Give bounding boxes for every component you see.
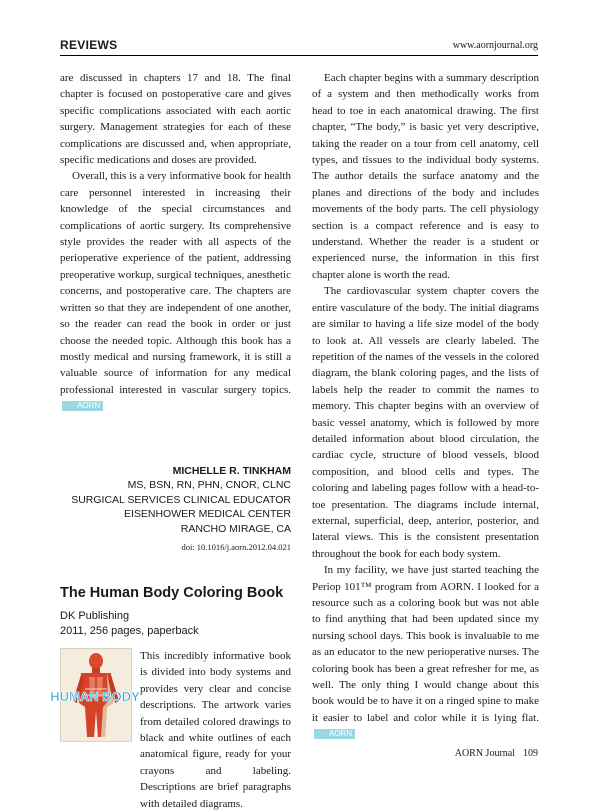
page-number: 109: [523, 748, 538, 759]
review-doi[interactable]: doi: 10.1016/j.aorn.2012.04.021: [181, 542, 291, 552]
right-column: [312, 70, 539, 743]
reviewer-title: SURGICAL SERVICES CLINICAL EDUCATOR: [71, 494, 291, 506]
aorn-end-badge: AORN: [62, 401, 103, 411]
book-details: 2011, 256 pages, paperback: [60, 625, 199, 637]
right-paragraph-3: [312, 562, 539, 742]
anatomy-figure-icon: [50, 649, 140, 741]
cover-title: HUMAN BODY: [50, 689, 140, 704]
book-title: The Human Body Coloring Book: [60, 585, 284, 601]
reviewer-name: MICHELLE R. TINKHAM: [172, 465, 291, 477]
left-paragraph-1: are discussed in chapters 17 and 18. The final chapter is focused on postoperative care and gives specific complications associated with each aortic surgery. Management strategies for each of these complications are discussed and, when appropriate, specific medications and doses are provided.: [60, 72, 291, 167]
header-rule: [60, 55, 538, 56]
reviewer-credentials: MS, BSN, RN, PHN, CNOR, CLNC: [127, 479, 291, 491]
page-footer: [455, 748, 538, 759]
left-paragraph-2: [60, 168, 291, 414]
aorn-end-badge-right: AORN: [314, 729, 355, 739]
right-paragraph-2: The cardiovascular system chapter covers the entire vasculature of the body. The initial diagrams are similar to having a life size model of the body to look at. All vessels are clearly labeled. The repetition of the names of the vessels in the colored diagram, the blank coloring pages, and the lists of labels help the reader to commit the names to memory. This chapter begins with an overview of basic vessel anatomy, which is followed by more detailed information about blood circulation, the cardiac cycle, structure of blood vessels, blood composition, and blood cells and types. The coloring and labeling pages follow with a head-to-toe presentation. The diagrams include internal, external, superficial, deep, anterior, posterior, and lateral views. This is the consistent presentation throughout the book for each body system.: [312, 285, 539, 560]
journal-url[interactable]: www.aornjournal.org: [452, 40, 538, 51]
book-publisher: DK Publishing: [60, 610, 130, 622]
right-paragraph-3-text: In my facility, we have just started teaching the Periop 101™ program from AORN. I looked for a resource such as a coloring book but was not able to find anything that had been updated since my nursing school days. This book is invaluable to me as an educator to the new perioperative nurses. The coloring book has been a great refresher for me, as well. The only thing I would change about this book would be to have it on a ringed spine to make it easier to label and color while it is lying flat.: [312, 564, 539, 724]
right-paragraph-1: Each chapter begins with a summary description of a system and then methodically works from head to toe in each anatomical drawing. The first chapter, “The body,” is basic yet very descriptive, taking the reader on a tour from cell anatomy, cell types, and tissues to the individual body systems. The author details the surface anatomy and the planes and directions of the body and includes movements of the body parts. The cell physiology section is a compact reference and is easy to understand. Whether the reader is a student or experienced nurse, the information in this first chapter alone is worth the read.: [312, 72, 539, 281]
left-paragraph-2-text: Overall, this is a very informative book for health care personnel interested in increasing their knowledge of the special circumstances and complications of aortic surgery. Its comprehensive style provides the reader with all aspects of the perioperative experience of the patient, addressing preoperative workup, surgical techniques, anesthetic concerns, and postoperative care. The chapters are written so that they are independent of one another, so the reader can read the book in order or just choose the needed topic. Although this book has a mostly medical and nursing framework, it is still a valuable source of information for any medical professional interested in vascular surgery topics.: [60, 170, 291, 396]
book-intro-paragraph: This incredibly informative book is divided into body systems and provides very clear and concise descriptions. The artwork varies from detailed colored drawings to black and white outlines of each anatomical figure, ready for your crayons and labeling. Descriptions are brief paragraphs with detailed diagrams.: [140, 650, 291, 810]
footer-journal-name: AORN Journal: [454, 748, 515, 759]
book-publication-info: [60, 609, 199, 639]
section-header: REVIEWS: [60, 38, 118, 52]
left-column: [60, 70, 291, 415]
book-cover-image: [50, 648, 140, 742]
reviewer-organization: EISENHOWER MEDICAL CENTER: [123, 508, 291, 520]
reviewer-location: RANCHO MIRAGE, CA: [180, 523, 291, 535]
